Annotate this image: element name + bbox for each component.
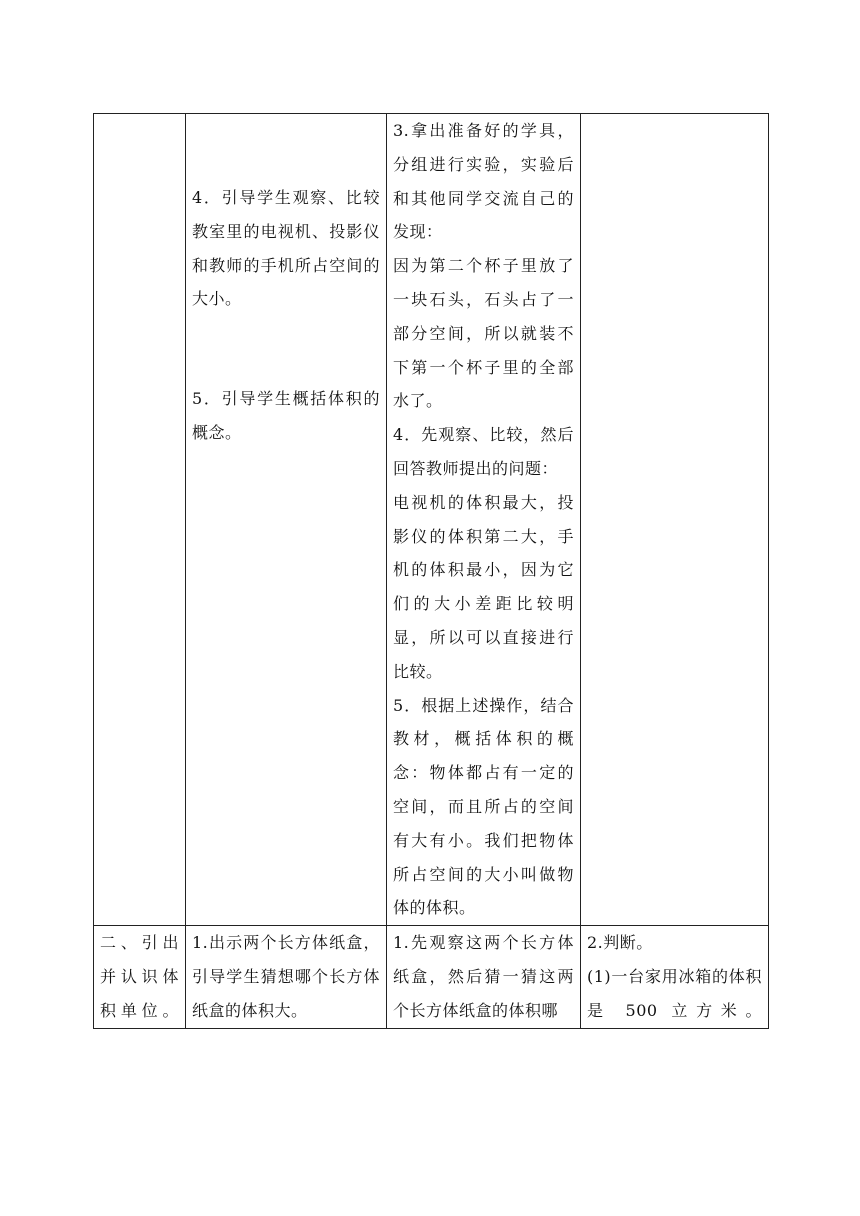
teacher-step-5: 5．引导学生概括体积的概念。 [192,389,380,442]
student-step-3-finding: 因为第二个杯子里放了一块石头，石头占了一部分空间，所以就装不下第一个杯子里的全部水了。 [393,256,574,411]
student-step-1: 1.先观察这两个长方体纸盒，然后猜一猜这两个长方体纸盒的体积哪 [393,933,574,1020]
student-step-5: 5．根据上述操作，结合教材，概括体积的概念：物体都占有一定的空间，而且所占的空间有大有小。我们把物体所占空间的大小叫做物体的体积。 [393,695,574,918]
teacher-step-1: 1.出示两个长方体纸盒，引导学生猜想哪个长方体纸盒的体积大。 [192,933,380,1020]
table-cell-stage [94,926,186,1028]
table-cell-stage [94,114,186,926]
practice-heading: 2.判断。 [587,933,653,953]
table-cell-practice [581,926,769,1028]
lesson-plan-table [93,113,769,1029]
teacher-step-4: 4．引导学生观察、比较教室里的电视机、投影仪和教师的手机所占空间的大小。 [192,188,380,309]
table-row [94,926,769,1028]
table-cell-student-activity [387,114,581,926]
stage-title: 二、引出并认识体积单位。 [100,933,179,1020]
table-cell-teacher-activity [186,926,387,1028]
student-step-4-answer: 电视机的体积最大，投影仪的体积第二大，手机的体积最小，因为它们的大小差距比较明显，所以可以直接进行比较。 [393,492,574,681]
student-step-4-intro: 4．先观察、比较，然后回答教师提出的问题： [393,425,574,478]
table-cell-practice [581,114,769,926]
table-cell-student-activity [387,926,581,1028]
table-cell-teacher-activity [186,114,387,926]
student-step-3-intro: 3.拿出准备好的学具，分组进行实验，实验后和其他同学交流自己的发现： [393,121,574,242]
practice-question-1: (1)一台家用冰箱的体积是 500 立方米。 [587,966,762,1020]
table-row [94,114,769,926]
